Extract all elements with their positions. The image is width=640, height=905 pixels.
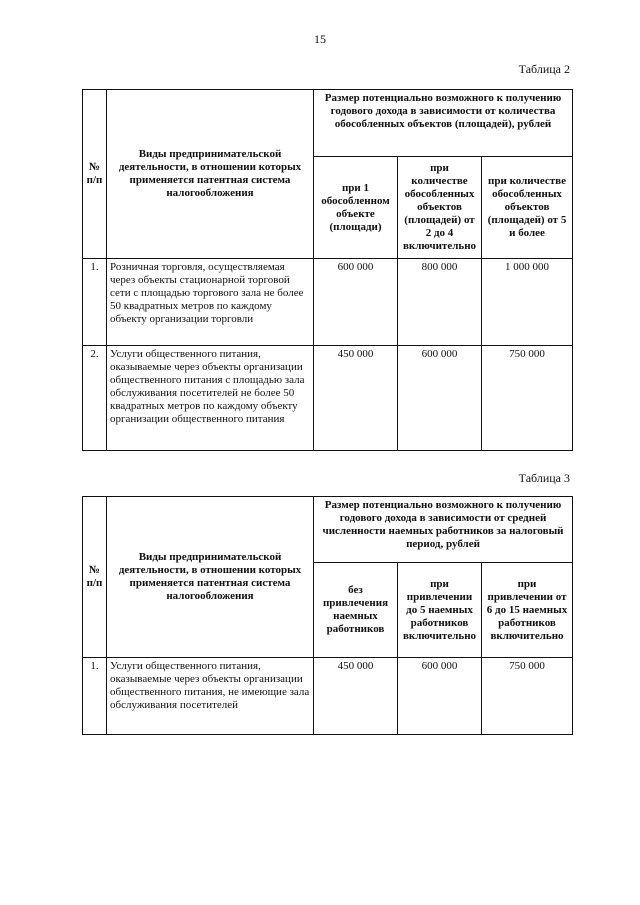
row-value: 450 000 <box>314 658 398 735</box>
table2 <box>82 89 573 451</box>
row-num: 2. <box>83 346 107 451</box>
row-value: 450 000 <box>314 346 398 451</box>
table3-subheader-1: без привлечения наемных работников <box>314 563 398 658</box>
row-num: 1. <box>83 259 107 346</box>
row-value: 750 000 <box>482 346 573 451</box>
table2-header-num: № п/п <box>83 90 107 259</box>
row-num: 1. <box>83 658 107 735</box>
table2-subheader-2: при количестве обособленных объектов (площадей) от 2 до 4 включительно <box>398 157 482 259</box>
table3-subheader-3: при привлечении от 6 до 15 наемных работников включительно <box>482 563 573 658</box>
table-row <box>83 346 573 451</box>
table3-header-group: Размер потенциально возможного к получению годового дохода в зависимости от средней численности наемных работников за налоговый период, рублей <box>314 497 573 563</box>
table3-caption: Таблица 3 <box>518 471 570 485</box>
row-desc: Услуги общественного питания, оказываемые через объекты организации общественного питания с площадью зала обслуживания посетителей не более 50 квадратных метров по каждому объекту организации общественного питания <box>107 346 314 451</box>
table2-subheader-3: при количестве обособленных объектов (площадей) от 5 и более <box>482 157 573 259</box>
row-value: 800 000 <box>398 259 482 346</box>
table2-caption: Таблица 2 <box>518 62 570 76</box>
row-value: 600 000 <box>398 346 482 451</box>
table-row <box>83 658 573 735</box>
table2-header-kind: Виды предпринимательской деятельности, в отношении которых применяется патентная система налогообложения <box>107 90 314 259</box>
table-row <box>83 259 573 346</box>
table3-header-num: № п/п <box>83 497 107 658</box>
table2-header-group: Размер потенциально возможного к получению годового дохода в зависимости от количества обособленных объектов (площадей), рублей <box>314 90 573 157</box>
table2-subheader-1: при 1 обособленном объекте (площади) <box>314 157 398 259</box>
table3-header-kind: Виды предпринимательской деятельности, в отношении которых применяется патентная система налогообложения <box>107 497 314 658</box>
table3-subheader-2: при привлечении до 5 наемных работников включительно <box>398 563 482 658</box>
table3 <box>82 496 573 735</box>
row-value: 1 000 000 <box>482 259 573 346</box>
row-desc: Розничная торговля, осуществляемая через объекты стационарной торговой сети с площадью торгового зала не более 50 квадратных метров по каждому объекту организации торговли <box>107 259 314 346</box>
row-value: 600 000 <box>398 658 482 735</box>
row-value: 600 000 <box>314 259 398 346</box>
row-value: 750 000 <box>482 658 573 735</box>
row-desc: Услуги общественного питания, оказываемые через объекты организации общественного питания, не имеющие зала обслуживания посетителей <box>107 658 314 735</box>
page-number: 15 <box>314 32 326 46</box>
